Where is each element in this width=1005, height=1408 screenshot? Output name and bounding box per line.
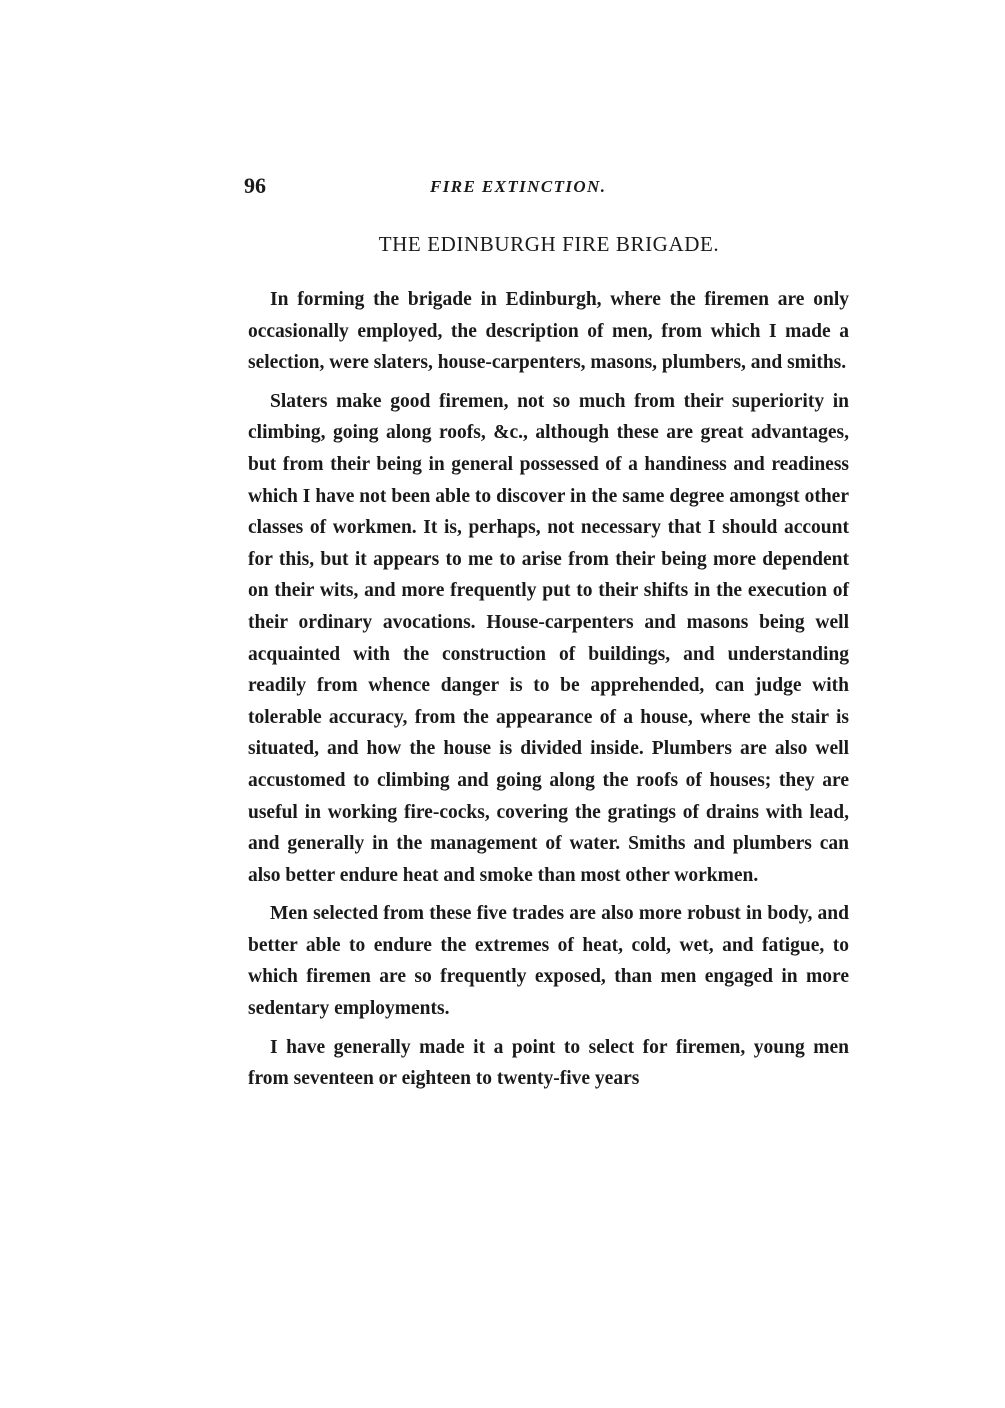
section-heading: THE EDINBURGH FIRE BRIGADE.	[378, 232, 720, 256]
body-text	[248, 284, 849, 1095]
running-title: FIRE EXTINCTION.	[430, 177, 607, 196]
running-header	[244, 172, 854, 200]
paragraph: In forming the brigade in Edinburgh, where the firemen are only occasionally employed, the description of men, from which I made a selection, were slaters, house-carpenters, masons, plumbers, and smiths.	[248, 289, 849, 374]
page-number: 96	[244, 173, 266, 198]
paragraph: Men selected from these five trades are also more robust in body, and better able to endure the extremes of heat, cold, wet, and fatigue, to which firemen are so frequently exposed, than men engaged in more sedentary employments.	[248, 903, 849, 1020]
paragraph: Slaters make good firemen, not so much from their superiority in climbing, going along roofs, &c., although these are great advantages, but from their being in general possessed of a handiness and readiness which I have not been able to discover in the same degree amongst other classes of workmen. It is, perhaps, not necessary that I should account for this, but it appears to me to arise from their being more dependent on their wits, and more frequently put to their shifts in the execution of their ordinary avocations. House-carpenters and masons being well acquainted with the construction of buildings, and understanding readily from whence danger is to be apprehended, can judge with tolerable accuracy, from the appearance of a house, where the stair is situated, and how the house is divided inside. Plumbers are also well accustomed to climbing and going along the roofs of houses; they are useful in working fire-cocks, covering the gratings of drains with lead, and generally in the management of water. Smiths and plumbers can also better endure heat and smoke than most other workmen.	[248, 390, 849, 886]
paragraph: I have generally made it a point to select for firemen, young men from seventeen or eighteen to twenty-five years	[248, 1036, 849, 1090]
